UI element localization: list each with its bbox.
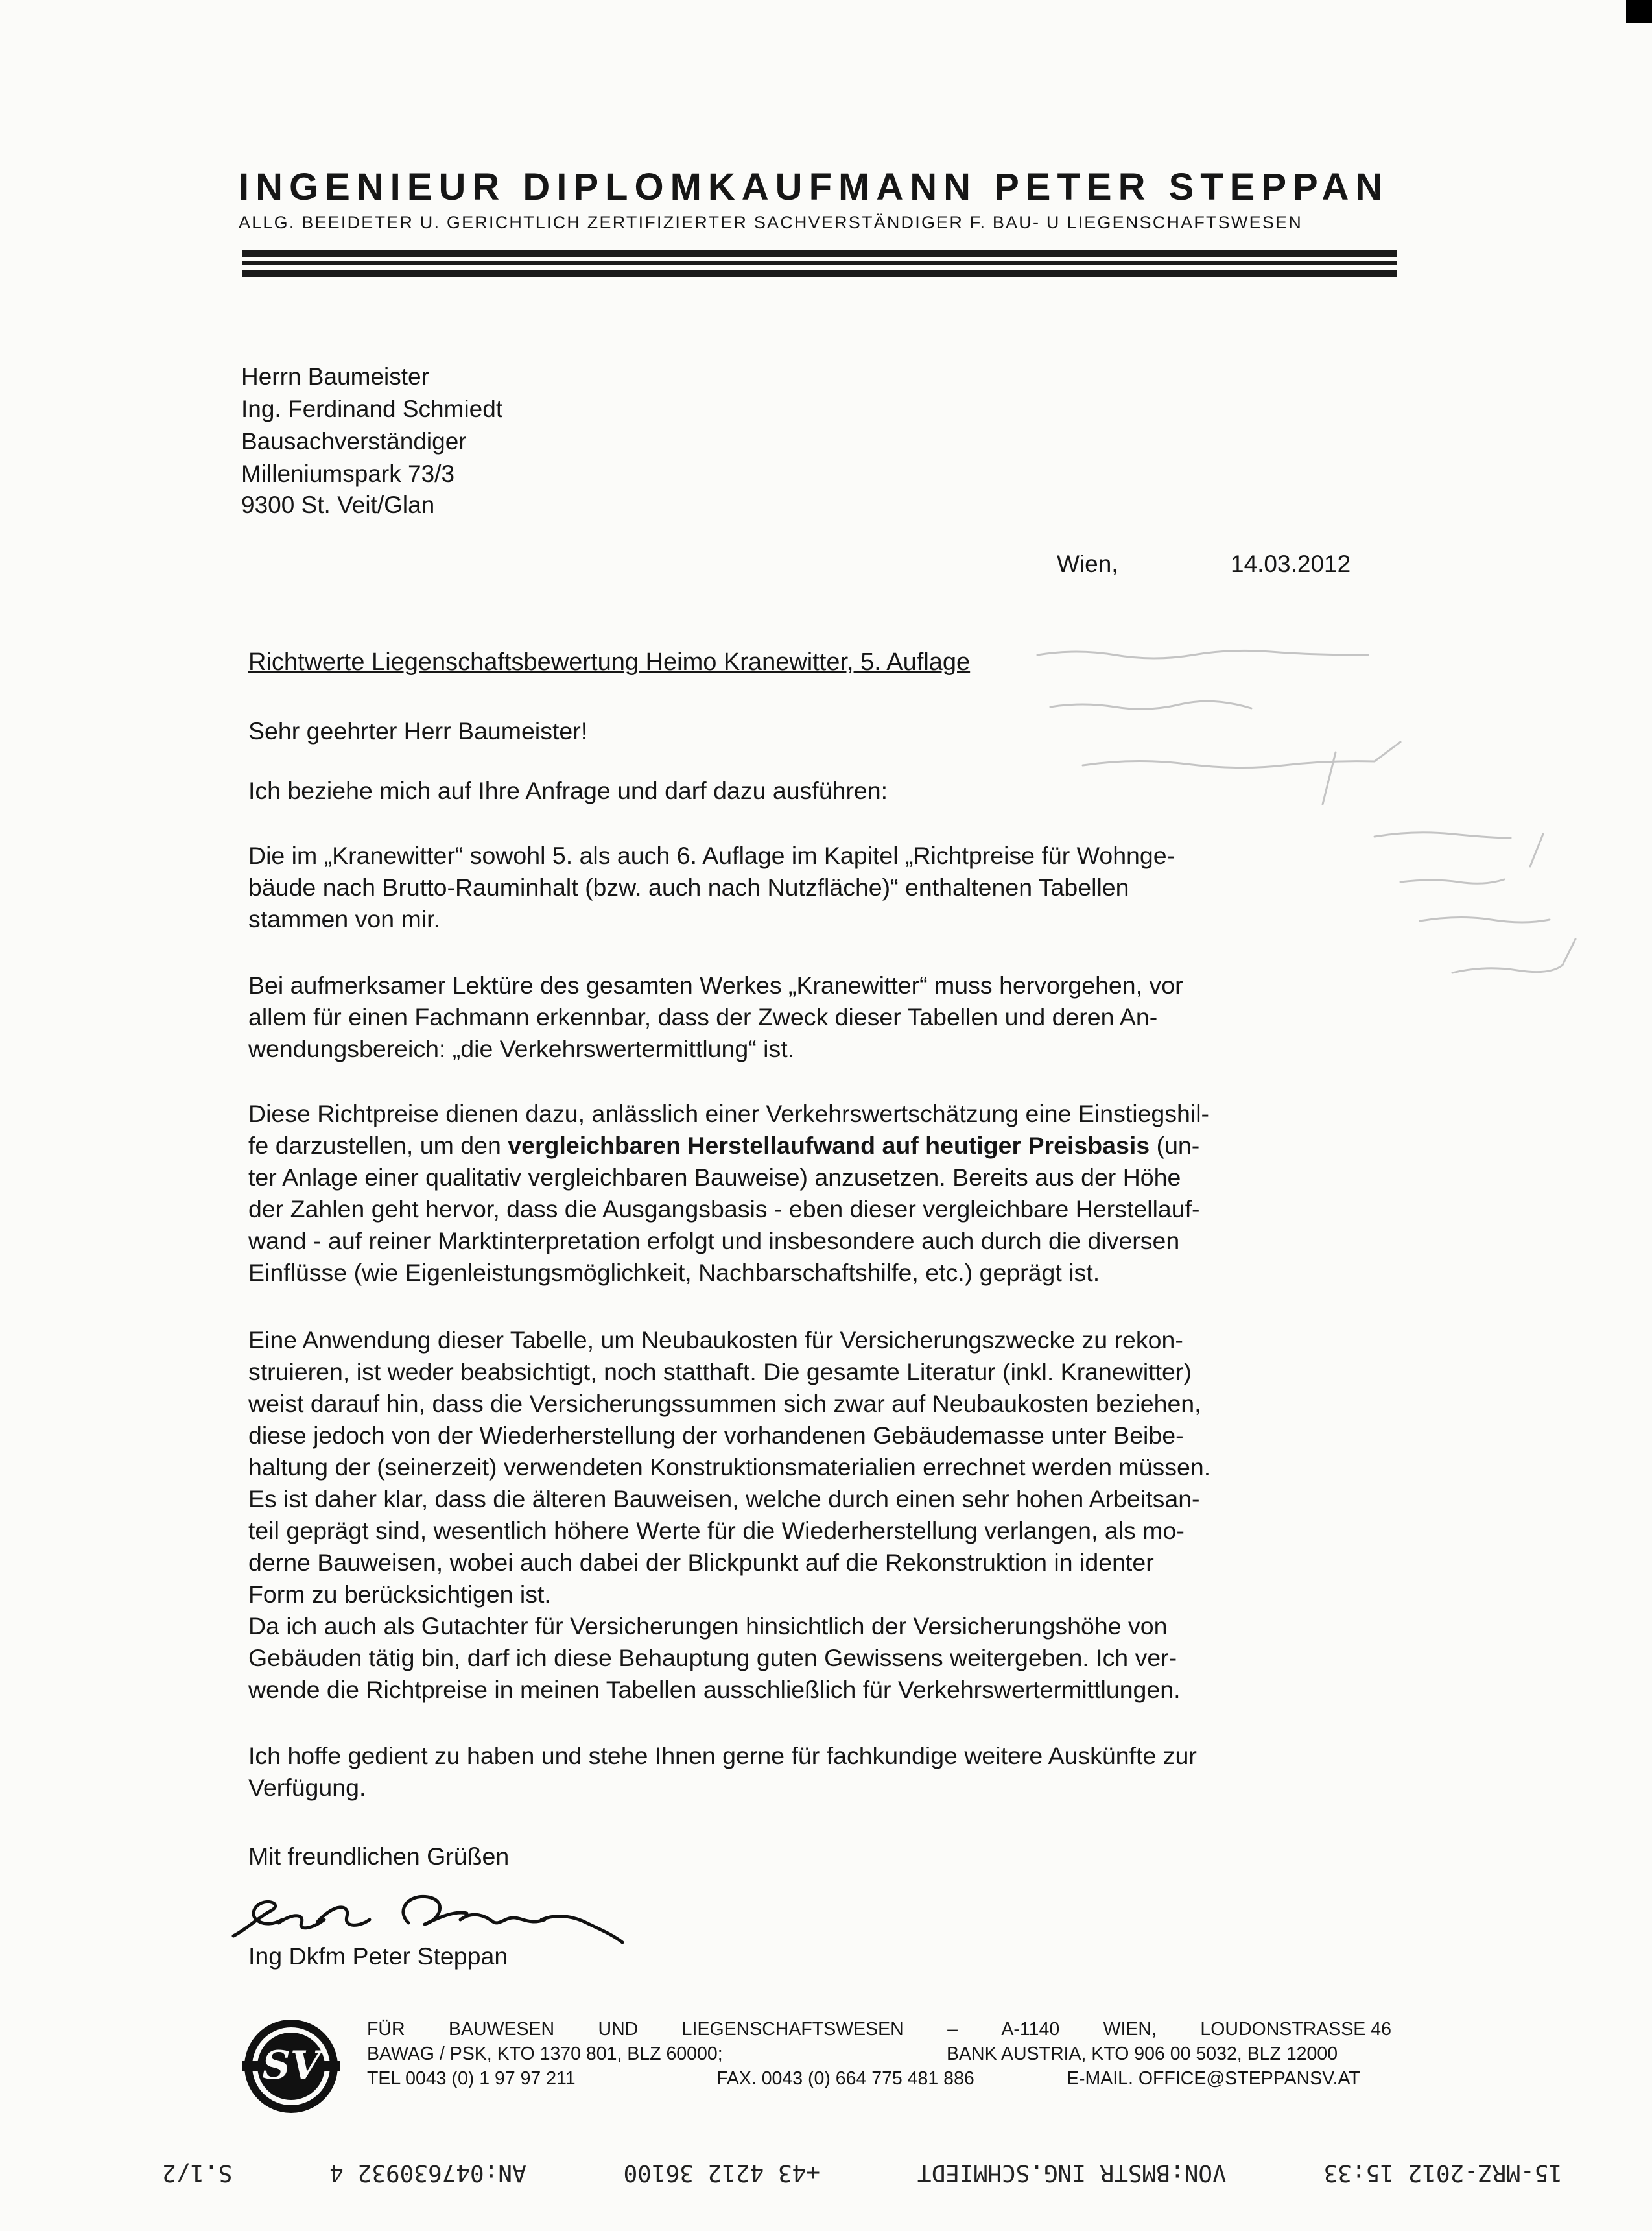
paragraph-5 (248, 1740, 1370, 1804)
paragraph-line: ter Anlage einer qualitativ vergleichbaren Bauweise) anzusetzen. Bereits aus der Höhe (248, 1163, 1181, 1191)
paragraph-line: bäude nach Brutto-Rauminhalt (bzw. auch nach Nutzfläche)“ enthaltenen Tabellen (248, 874, 1129, 901)
letterhead-rule-thin (242, 261, 1397, 265)
paragraph-line: Diese Richtpreise dienen dazu, anlässlich einer Verkehrswertschätzung eine Einstiegshil- (248, 1100, 1210, 1127)
fax-recipient-number: AN:047630932 4 (329, 2160, 526, 2186)
paragraph-line: Da ich auch als Gutachter für Versicherungen hinsichtlich der Versicherungshöhe von (248, 1612, 1168, 1640)
paragraph-line: derne Bauweisen, wobei auch dabei der Blickpunkt auf die Rekonstruktion in identer (248, 1549, 1154, 1576)
paragraph-line: wand - auf reiner Marktinterpretation erfolgt und insbesondere auch durch die diversen (248, 1227, 1180, 1254)
paragraph-line: wende die Richtpreise in meinen Tabellen ausschließlich für Verkehrswertermittlungen. (248, 1676, 1181, 1703)
fax-page-count: S.1/2 (162, 2160, 233, 2186)
fax-transmission-header (162, 2160, 1563, 2186)
paragraph-line: stammen von mir. (248, 905, 440, 933)
recipient-line: Bausachverständiger (241, 428, 467, 455)
letter-place: Wien, (1057, 551, 1118, 577)
recipient-line: Herrn Baumeister (241, 363, 429, 390)
recipient-line: Milleniumspark 73/3 (241, 460, 455, 487)
paragraph-line: wendungsbereich: „die Verkehrswertermittlung“ ist. (248, 1035, 795, 1062)
footer-word: BAUWESEN (448, 2019, 555, 2040)
paragraph-line: teil geprägt sind, wesentlich höhere Werte für die Wiederherstellung verlangen, als mo- (248, 1517, 1185, 1544)
letter-subject: Richtwerte Liegenschaftsbewertung Heimo Kranewitter, 5. Auflage (248, 649, 971, 676)
recipient-line: 9300 St. Veit/Glan (241, 492, 435, 518)
footer-word: A-1140 (1001, 2019, 1060, 2040)
paragraph-1 (248, 840, 1370, 935)
recipient-line: Ing. Ferdinand Schmiedt (241, 396, 503, 422)
letterhead-subtitle: ALLG. BEEIDETER U. GERICHTLICH ZERTIFIZIERTER SACHVERSTÄNDIGER F. BAU- U LIEGENSCHAFTSWESEN (239, 213, 1303, 232)
sv-logo-text: SV (262, 2043, 321, 2088)
footer-phone: TEL 0043 (0) 1 97 97 211 (367, 2068, 576, 2089)
footer-bank-left: BAWAG / PSK, KTO 1370 801, BLZ 60000; (367, 2044, 723, 2064)
paragraph-line: allem für einen Fachmann erkennbar, dass der Zweck dieser Tabellen und deren An- (248, 1003, 1158, 1031)
footer-word: UND (598, 2019, 639, 2040)
emphasis-text: vergleichbaren Herstellaufwand auf heutiger Preisbasis (508, 1132, 1150, 1159)
text-run: fe darzustellen, um den (248, 1132, 508, 1159)
paragraph-line: Es ist daher klar, dass die älteren Bauweisen, welche durch einen sehr hohen Arbeitsan- (248, 1485, 1200, 1512)
paragraph-line: Ich hoffe gedient zu haben und stehe Ihnen gerne für fachkundige weitere Auskünfte zur (248, 1742, 1197, 1769)
paragraph-line: Verfügung. (248, 1774, 366, 1801)
paragraph-4 (248, 1324, 1370, 1706)
letterhead-rule-lower (242, 270, 1397, 277)
letterhead-rule (242, 250, 1397, 257)
fax-sender-number: +43 4212 36100 (623, 2160, 820, 2186)
paragraph-line: Bei aufmerksamer Lektüre des gesamten Werkes „Kranewitter“ muss hervorgehen, vor (248, 972, 1183, 999)
footer-bank-right: BANK AUSTRIA, KTO 906 00 5032, BLZ 12000 (947, 2044, 1338, 2064)
paragraph-line: diese jedoch von der Wiederherstellung der vorhandenen Gebäudemasse unter Beibe- (248, 1422, 1184, 1449)
paragraph-line: Gebäuden tätig bin, darf ich diese Behauptung guten Gewissens weitergeben. Ich ver- (248, 1644, 1177, 1671)
footer-word: LIEGENSCHAFTSWESEN (681, 2019, 904, 2040)
paragraph-3 (248, 1098, 1370, 1289)
closing-greeting: Mit freundlichen Grüßen (248, 1843, 510, 1870)
salutation: Sehr geehrter Herr Baumeister! (248, 717, 588, 745)
paragraph-line: Die im „Kranewitter“ sowohl 5. als auch 6. Auflage im Kapitel „Richtpreise für Wohnge- (248, 842, 1175, 869)
text-run: (un- (1150, 1132, 1200, 1159)
paragraph-line: Eine Anwendung dieser Tabelle, um Neubaukosten für Versicherungszwecke zu rekon- (248, 1326, 1183, 1354)
intro-sentence: Ich beziehe mich auf Ihre Anfrage und darf dazu ausführen: (248, 777, 888, 804)
paragraph-2 (248, 970, 1370, 1065)
footer-word: WIEN, (1103, 2019, 1157, 2040)
scan-artifact (1626, 0, 1652, 23)
paragraph-line (248, 1130, 1370, 1162)
footer-word: FÜR (367, 2019, 405, 2040)
footer-word: – (947, 2019, 958, 2040)
fax-sender: VON:BMSTR ING.SCHMIEDT (917, 2160, 1227, 2186)
paragraph-line: weist darauf hin, dass die Versicherungssummen sich zwar auf Neubaukosten beziehen, (248, 1390, 1201, 1417)
paragraph-line: struieren, ist weder beabsichtigt, noch statthaft. Die gesamte Literatur (inkl. Kranewitter) (248, 1358, 1192, 1385)
signature-name: Ing Dkfm Peter Steppan (248, 1942, 508, 1970)
margin-scribbles (1011, 636, 1595, 999)
paragraph-line: Einflüsse (wie Eigenleistungsmöglichkeit, Nachbarschaftshilfe, etc.) geprägt ist. (248, 1259, 1100, 1286)
fax-timestamp: 15-MRZ-2012 15:33 (1323, 2160, 1563, 2186)
footer-address-line (367, 2019, 1391, 2040)
paragraph-line: haltung der (seinerzeit) verwendeten Konstruktionsmaterialien errechnet werden müssen. (248, 1453, 1211, 1481)
paragraph-line: Form zu berücksichtigen ist. (248, 1581, 551, 1608)
footer-email: E-MAIL. OFFICE@STEPPANSV.AT (1067, 2068, 1360, 2089)
paragraph-line: der Zahlen geht hervor, dass die Ausgangsbasis - eben dieser vergleichbare Herstellauf- (248, 1195, 1200, 1223)
letterhead-title: INGENIEUR DIPLOMKAUFMANN PETER STEPPAN (239, 166, 1389, 208)
letter-date: 14.03.2012 (1231, 551, 1351, 577)
footer-word: LOUDONSTRASSE 46 (1200, 2019, 1391, 2040)
footer-fax: FAX. 0043 (0) 664 775 481 886 (716, 2068, 974, 2089)
